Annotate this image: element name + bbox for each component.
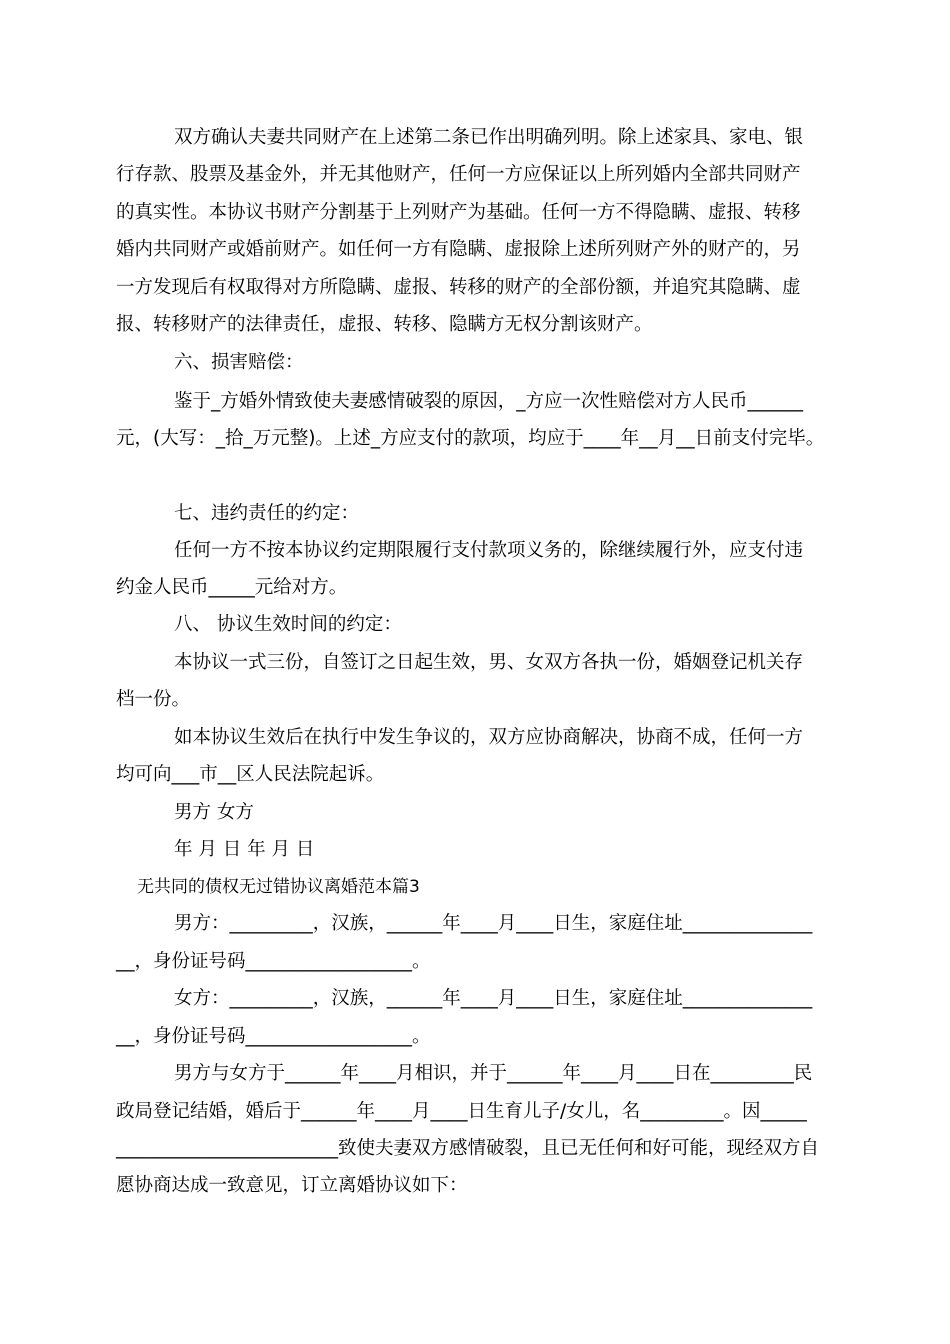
paragraph-line: 均可向___市__区人民法院起诉。 [116, 764, 385, 785]
paragraph-line: 男方：_________，汉族，______年____月____日生，家庭住址______________ [174, 913, 813, 934]
paragraph-line: 鉴于_方婚外情致使夫妻感情破裂的原因，_方应一次性赔偿对方人民币______ [174, 391, 804, 412]
paragraph-line: 档一份。 [116, 689, 191, 710]
paragraph-line: 政局登记结婚，婚后于______年____月____日生育儿子/女儿，名_________。因_____ [116, 1101, 807, 1122]
date-line: 年 月 日 年 月 日 [174, 839, 315, 860]
paragraph-line: 的真实性。本协议书财产分割基于上列财产为基础。任何一方不得隐瞒、虚报、转移 [116, 202, 801, 223]
paragraph-line: 双方确认夫妻共同财产在上述第二条已作出明确列明。除上述家具、家电、银 [174, 127, 804, 148]
paragraph-line: __，身份证号码__________________。 [116, 951, 431, 972]
section-title: 无共同的债权无过错协议离婚范本篇3 [137, 877, 420, 897]
paragraph-line: 任何一方不按本协议约定期限履行支付款项义务的，除继续履行外，应支付违 [174, 540, 804, 561]
paragraph-line: 愿协商达成一致意见，订立离婚协议如下： [116, 1175, 468, 1196]
paragraph-line: 行存款、股票及基金外，并无其他财产，任何一方应保证以上所列婚内全部共同财产 [116, 164, 801, 185]
paragraph-line: 一方发现后有权取得对方所隐瞒、虚报、转移的财产的全部份额，并追究其隐瞒、虚 [116, 277, 801, 298]
paragraph-line: __，身份证号码__________________。 [116, 1026, 431, 1047]
section-heading: 六、损害赔偿： [174, 352, 304, 373]
paragraph-line: 元，(大写：_拾_万元整)。上述_方应支付的款项，均应于____年__月__日前支付完毕。 [116, 428, 825, 449]
paragraph-line: 婚内共同财产或婚前财产。如任何一方有隐瞒、虚报除上述所列财产外的财产的，另 [116, 239, 801, 260]
paragraph-line: ________________________致使夫妻双方感情破裂，且已无任何和好可能，现经双方自 [116, 1138, 820, 1159]
paragraph-line: 如本协议生效后在执行中发生争议的，双方应协商解决，协商不成，任何一方 [174, 727, 804, 748]
paragraph-line: 女方：_________，汉族，______年____月____日生，家庭住址______________ [174, 988, 813, 1009]
paragraph-line: 约金人民币_____元给对方。 [116, 577, 348, 598]
paragraph-line: 本协议一式三份，自签订之日起生效，男、女双方各执一份，婚姻登记机关存 [174, 652, 804, 673]
section-heading: 八、 协议生效时间的约定： [174, 614, 402, 635]
section-heading: 七、违约责任的约定： [174, 503, 360, 524]
paragraph-line: 报、转移财产的法律责任，虚报、转移、隐瞒方无权分割该财产。 [116, 314, 653, 335]
signature-line: 男方 女方 [174, 802, 254, 823]
paragraph-line: 男方与女方于______年____月相识，并于______年____月____日在_________民 [174, 1063, 813, 1084]
